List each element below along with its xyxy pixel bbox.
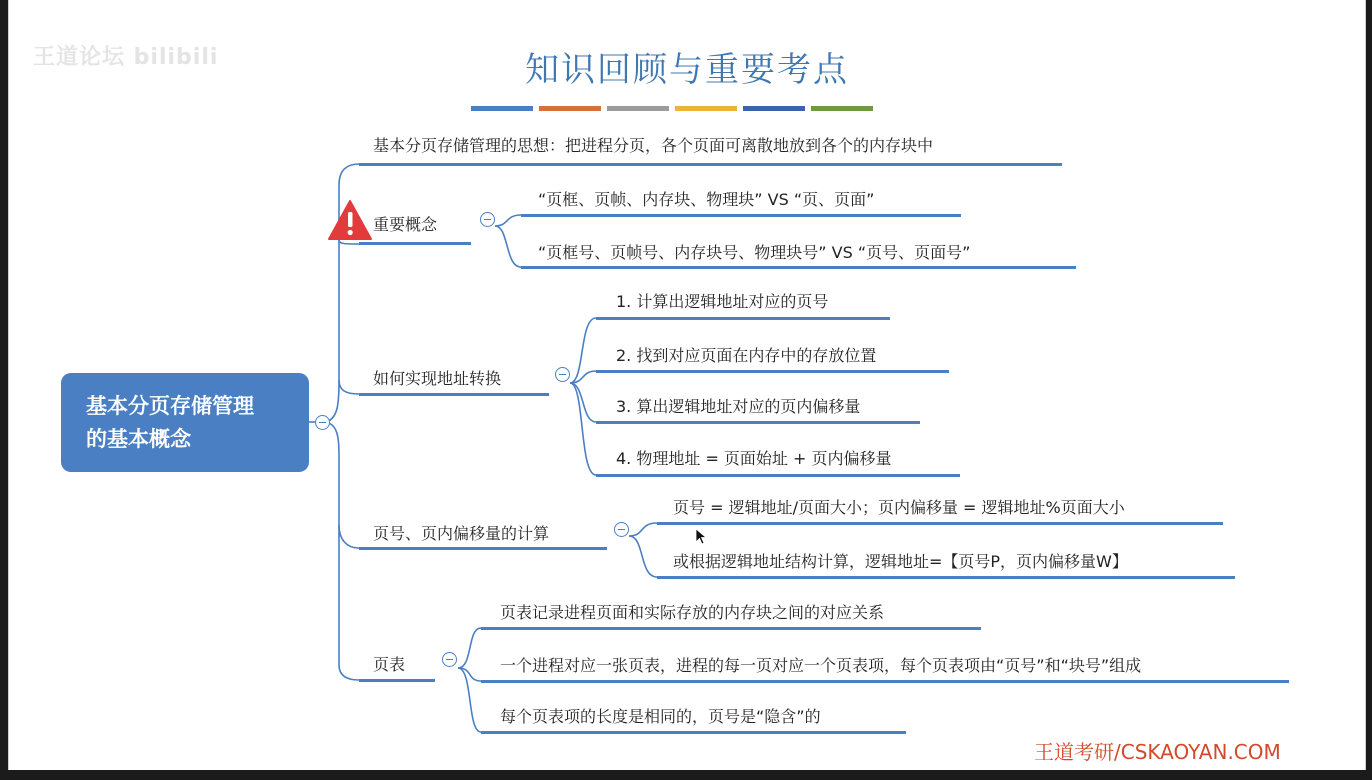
calc-item-2: 或根据逻辑地址结构计算，逻辑地址=【页号P，页内偏移量W】 xyxy=(673,552,1128,571)
calc-collapse-button[interactable] xyxy=(614,522,629,537)
page-table-underline xyxy=(359,679,435,682)
concepts-collapse-button[interactable] xyxy=(480,212,495,227)
translation-underline xyxy=(359,393,549,396)
translation-step-1-underline xyxy=(596,317,890,320)
concept-item-2-underline xyxy=(521,266,1076,269)
concept-item-1-underline xyxy=(521,214,961,217)
calc-item-1: 页号 = 逻辑地址/页面大小；页内偏移量 = 逻辑地址%页面大小 xyxy=(673,498,1125,517)
translation-step-4: 4. 物理地址 = 页面始址 + 页内偏移量 xyxy=(616,449,892,468)
warning-icon xyxy=(327,199,373,241)
root-collapse-button[interactable] xyxy=(315,415,330,430)
calc-label: 页号、页内偏移量的计算 xyxy=(373,524,550,543)
translation-step-3-underline xyxy=(596,421,920,424)
page-table-label: 页表 xyxy=(373,655,406,674)
translation-step-4-underline xyxy=(596,474,960,477)
calc-item-1-underline xyxy=(657,522,1223,525)
page-table-item-1: 页表记录进程页面和实际存放的内存块之间的对应关系 xyxy=(500,603,885,622)
concepts-label: 重要概念 xyxy=(373,215,438,234)
concepts-underline xyxy=(359,242,471,245)
concept-item-1: “页框、页帧、内存块、物理块” VS “页、页面” xyxy=(538,190,875,209)
slide-title: 知识回顾与重要考点 xyxy=(525,50,849,90)
mouse-cursor-icon xyxy=(695,528,707,546)
footer-brand: 王道考研/CSKAOYAN.COM xyxy=(1034,740,1281,764)
translation-collapse-button[interactable] xyxy=(555,367,570,382)
translation-label: 如何实现地址转换 xyxy=(373,369,502,388)
page-table-item-3: 每个页表项的长度是相同的，页号是“隐含”的 xyxy=(500,707,821,726)
translation-step-3: 3. 算出逻辑地址对应的页内偏移量 xyxy=(616,397,861,416)
calc-item-2-underline xyxy=(657,576,1235,579)
page-table-item-2: 一个进程对应一张页表，进程的每一页对应一个页表项，每个页表项由“页号”和“块号”组成 xyxy=(500,656,1142,675)
root-node[interactable] xyxy=(61,373,309,472)
translation-step-2-underline xyxy=(596,370,949,373)
root-line1: 基本分页存储管理 xyxy=(86,394,254,418)
page-table-item-1-underline xyxy=(481,627,981,630)
translation-step-1: 1. 计算出逻辑地址对应的页号 xyxy=(616,292,829,311)
watermark: 王道论坛 bilibili xyxy=(33,45,219,70)
slide-canvas xyxy=(8,0,1366,770)
page-table-item-2-underline xyxy=(481,680,1289,683)
page-table-item-3-underline xyxy=(481,731,906,734)
idea-underline xyxy=(359,163,1062,166)
idea-label: 基本分页存储管理的思想：把进程分页，各个页面可离散地放到各个的内存块中 xyxy=(373,136,934,155)
calc-underline xyxy=(359,547,607,550)
root-line2: 的基本概念 xyxy=(86,427,191,451)
concept-item-2: “页框号、页帧号、内存块号、物理块号” VS “页号、页面号” xyxy=(538,243,971,262)
page-table-collapse-button[interactable] xyxy=(442,652,457,667)
translation-step-2: 2. 找到对应页面在内存中的存放位置 xyxy=(616,346,877,365)
